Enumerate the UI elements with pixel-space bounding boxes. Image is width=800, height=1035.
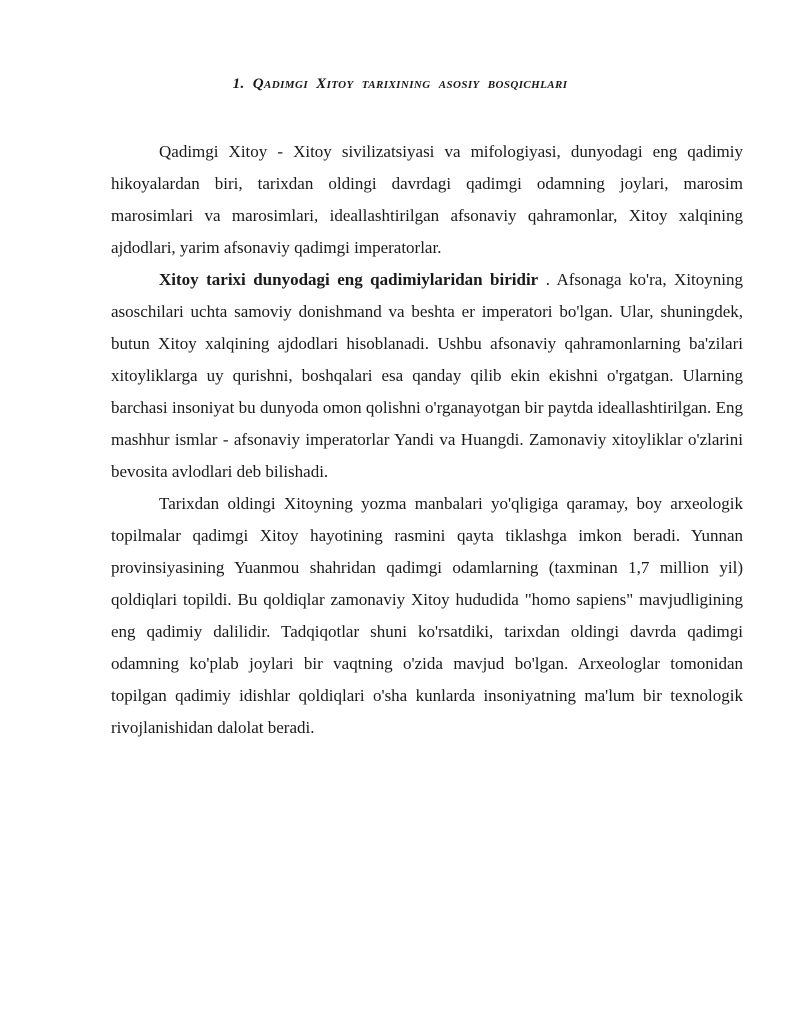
paragraph-2-text: . Afsonaga ko'ra, Xitoyning asoschilari uchta samoviy donishmand va beshta er imperatori bo'lgan. Ular, shuningdek, butun Xitoy xalqining ajdodlari hisoblanadi. Ushbu afsonaviy qahramonlarning ba'zilari xitoyliklarga uy qurishni, boshqalari esa qanday qilib ekin ekishni o'rgatgan. Ularning barchasi insoniyat bu dunyoda omon qolishni o'rganayotgan bir paytda ideallashtirilgan. Eng mashhur ismlar - afsonaviy imperatorlar Yandi va Huangdi. Zamonaviy xitoyliklar o'zlarini bevosita avlodlari deb bilishadi. [111, 270, 743, 481]
paragraph-2 [111, 264, 743, 488]
paragraph-3-text: Tarixdan oldingi Xitoyning yozma manbalari yo'qligiga qaramay, boy arxeologik topilmalar qadimgi Xitoy hayotining rasmini qayta tiklashga imkon beradi. Yunnan provinsiyasining Yuanmou shahridan qadimgi odamlarning (taxminan 1,7 million yil) qoldiqlari topildi. Bu qoldiqlar zamonaviy Xitoy hududida "homo sapiens" mavjudligining eng qadimiy dalilidir. Tadqiqotlar shuni ko'rsatdiki, tarixdan oldingi davrda qadimgi odamning ko'plab joylari bir vaqtning o'zida mavjud bo'lgan. Arxeologlar tomonidan topilgan qadimiy idishlar qoldiqlari o'sha kunlarda insoniyatning ma'lum bir texnologik rivojlanishidan dalolat beradi. [111, 494, 743, 737]
paragraph-2-bold-lead: Xitoy tarixi dunyodagi eng qadimiylaridan biridir [159, 270, 539, 289]
section-heading: 1. Qadimgi Xitoy tarixining asosiy bosqichlari [232, 76, 568, 92]
paragraph-1-text: Qadimgi Xitoy - Xitoy sivilizatsiyasi va mifologiyasi, dunyodagi eng qadimiy hikoyalardan biri, tarixdan oldingi davrdagi qadimgi odamning joylari, marosim marosimlari va marosimlari, ideallashtirilgan afsonaviy qahramonlar, Xitoy xalqining ajdodlari, yarim afsonaviy qadimgi imperatorlar. [111, 142, 743, 257]
body-text [111, 136, 743, 744]
paragraph-3 [111, 488, 743, 744]
paragraph-1 [111, 136, 743, 264]
